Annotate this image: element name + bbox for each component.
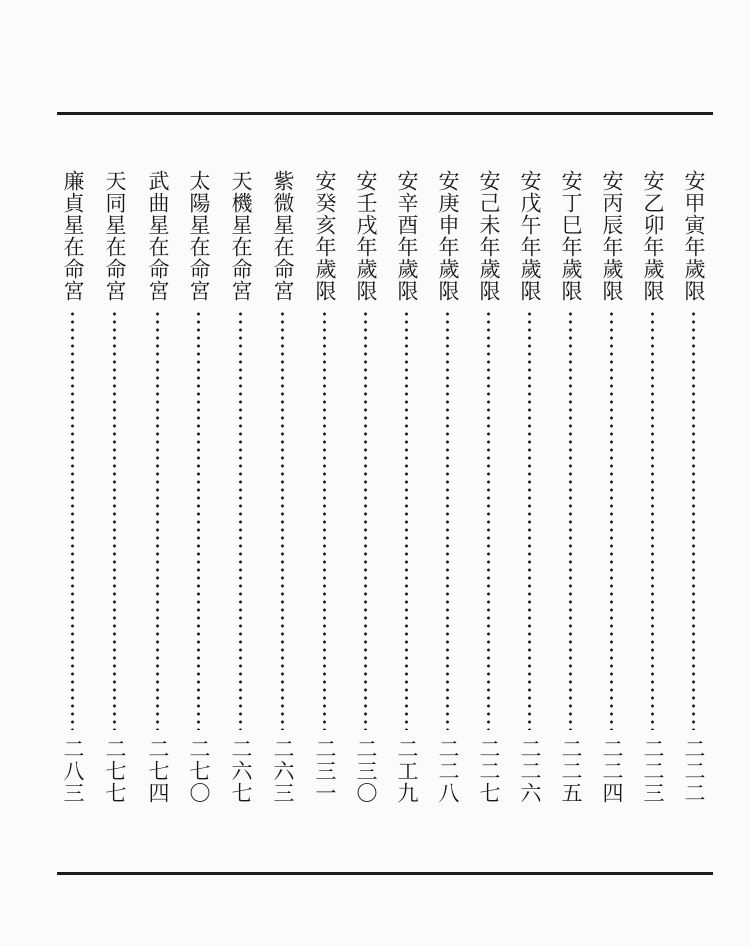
- toc-entry-page: 二二二: [682, 738, 706, 804]
- toc-entry[interactable]: [184, 170, 214, 820]
- toc-entry-page: 二二五: [559, 738, 583, 804]
- toc-entry-title: 武曲星在命宮: [146, 170, 170, 302]
- toc-entry-title: 安壬戌年歲限: [354, 170, 378, 302]
- toc-entry-title: 安丁巳年歲限: [559, 170, 583, 302]
- toc-entry-title: 安戊午年歲限: [518, 170, 542, 302]
- toc-entry-page: 二二八: [436, 738, 460, 804]
- toc-entry[interactable]: [392, 170, 422, 820]
- toc-entry-title: 安乙卯年歲限: [641, 170, 665, 302]
- toc-entry-page: 二七七: [103, 738, 127, 804]
- toc-entry-page: 二六七: [229, 738, 253, 804]
- dot-leader: [197, 310, 200, 730]
- toc-entry-page: 二三〇: [354, 738, 378, 804]
- toc-entry-page: 二二七: [477, 738, 501, 804]
- dot-leader: [323, 310, 326, 730]
- toc-entry[interactable]: [515, 170, 545, 820]
- toc-entry[interactable]: [226, 170, 256, 820]
- toc-entry-page: 二七〇: [187, 738, 211, 804]
- dot-leader: [71, 310, 74, 730]
- toc-entry-title: 廉貞星在命宮: [61, 170, 85, 302]
- toc-entry[interactable]: [143, 170, 173, 820]
- toc-entry-page: 二工九: [395, 738, 419, 804]
- dot-leader: [113, 310, 116, 730]
- toc-entry[interactable]: [597, 170, 627, 820]
- toc-entry[interactable]: [433, 170, 463, 820]
- toc-entry-page: 二三一: [313, 738, 337, 804]
- dot-leader: [446, 310, 449, 730]
- toc-entry[interactable]: [351, 170, 381, 820]
- toc-entry-title: 天機星在命宮: [229, 170, 253, 302]
- toc-entry-page: 二二六: [518, 738, 542, 804]
- toc-entry[interactable]: [474, 170, 504, 820]
- toc-entry-title: 安丙辰年歲限: [600, 170, 624, 302]
- toc-entry[interactable]: [310, 170, 340, 820]
- toc-entry-title: 天同星在命宮: [103, 170, 127, 302]
- dot-leader: [364, 310, 367, 730]
- toc-entry-title: 安癸亥年歲限: [313, 170, 337, 302]
- toc-entry-title: 安己未年歲限: [477, 170, 501, 302]
- dot-leader: [692, 310, 695, 730]
- top-rule: [57, 112, 713, 115]
- toc-entry[interactable]: [58, 170, 88, 820]
- toc-entry-page: 二七四: [146, 738, 170, 804]
- toc-entry-title: 安辛酉年歲限: [395, 170, 419, 302]
- toc-entry[interactable]: [268, 170, 298, 820]
- toc-entry[interactable]: [638, 170, 668, 820]
- dot-leader: [569, 310, 572, 730]
- dot-leader: [239, 310, 242, 730]
- bottom-rule: [57, 872, 713, 875]
- toc-entry-title: 安甲寅年歲限: [682, 170, 706, 302]
- dot-leader: [156, 310, 159, 730]
- toc-entry-page: 二二三: [641, 738, 665, 804]
- dot-leader: [528, 310, 531, 730]
- toc-entry-title: 紫微星在命宮: [271, 170, 295, 302]
- toc-entry[interactable]: [100, 170, 130, 820]
- toc-entry-page: 二六三: [271, 738, 295, 804]
- toc-entry-title: 安庚申年歲限: [436, 170, 460, 302]
- toc-entry-page: 二二四: [600, 738, 624, 804]
- dot-leader: [651, 310, 654, 730]
- toc-entry-title: 太陽星在命宮: [187, 170, 211, 302]
- dot-leader: [281, 310, 284, 730]
- dot-leader: [487, 310, 490, 730]
- dot-leader: [405, 310, 408, 730]
- toc-entry-page: 二八三: [61, 738, 85, 804]
- toc-entry[interactable]: [556, 170, 586, 820]
- toc-entry[interactable]: [679, 170, 709, 820]
- dot-leader: [610, 310, 613, 730]
